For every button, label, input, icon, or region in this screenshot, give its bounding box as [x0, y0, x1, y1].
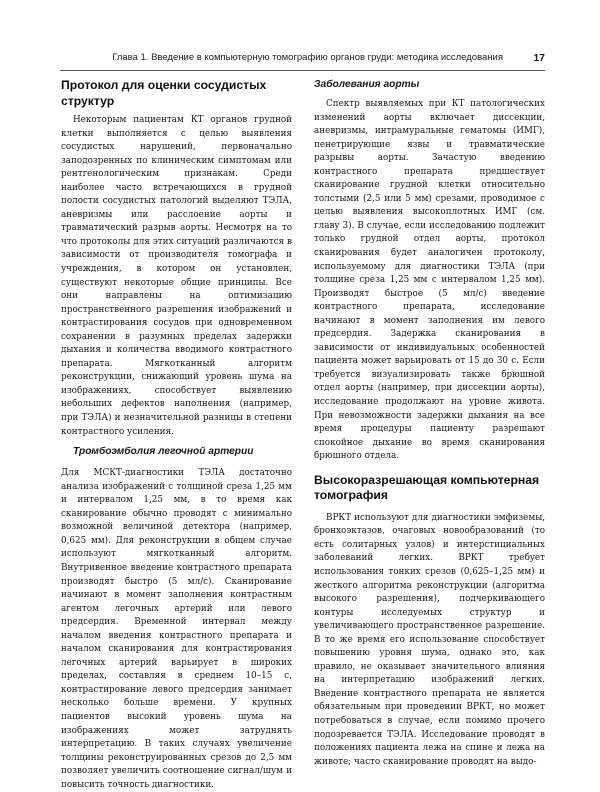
paragraph-pe: Для МСКТ-диагностики ТЭЛА достаточно анализа изображений с толщиной среза 1,25 мм и интервалом 1,25 мм, в то время как сканирование обычно проводят с минимально возможной величиной детектора (например, 0,625 мм). Для реконструкции в общем случае используют мягкотканный алгоритм. Внутривенное введение контрастного препарата производят быстро (5 мл/с). Сканирование начинают в момент заполнения контрастным агентом легочных артерий или левого предсердия. Временной интервал между началом введения контрастного препарата и началом сканирования для контрастирования легочных артерий варьирует в широких пределах, составляя в среднем 10–15 с, контрастирование левого предсердия занимает несколько больше времени. У крупных пациентов высокий уровень шума на изображениях может затруднять интерпретацию. В таких случаях увеличение толщины реконструированных срезов до 2,5 мм позволяет увеличить соотношение сигнал/шум и повысить точность диагностики.: [61, 468, 292, 790]
paragraph-hrct: ВРКТ используют для диагностики эмфиземы, бронхоэктазов, очаговых новообразований (то есть солитарных узлов) и интерстициальных заболеваний легких. ВРКТ требует использования тонких срезов (0,625–1,25 мм) и жесткого алгоритма реконструкции (алгоритма высокого разрешения), подчеркивающего контуры исследуемых структур и увеличивающего пространственное разрешение. В то же время его использование способствует повышению уровня шума, однако это, как правило, не оказывает значительного влияния на интерпретацию изображений легких. Введение контрастного препарата не является обязательным при проведении ВРКТ, но может потребоваться в случае, если помимо прочего подозревается ТЭЛА. Исследование проводят в положениях пациента лежа на спине и лежа на животе; часто сканирование проводят на выдо-: [314, 512, 545, 767]
right-column: [314, 72, 545, 769]
paragraph-aorta: Спектр выявляемых при КТ патологических изменений аорты включает диссекции, аневризмы, интрамуральные гематомы (ИМГ), пенетрирующие язвы и травматические разрывы аорты. Зачастую введению контрастного препарата предшествует сканирование грудной клетки относительно толстыми (2,5 или 5 мм) срезами, проводимое с целью выявления высокоплотных ИМГ (см. главу 3). В случае, если исследованию подлежит только грудной отдел аорты, протокол сканирования будет аналогичен протоколу, используемому для диагностики ТЭЛА (при толщине среза 1,25 мм с интервалом 1,25 мм). Производят быстрое (5 мл/с) введение контрастного препарата, исследование начинают в момент заполнения им левого предсердия. Задержка сканирования в зависимости от индивидуальных особенностей пациента может варьировать от 15 до 30 с. Если требуется визуализировать также брюшной отдел аорты (например, при диссекции аорты), исследование продолжают на уровне живота. При невозможности задержки дыхания на все время процедуры пациенту разрешают спокойное дыхание во время сканирования брюшного отдела.: [314, 99, 545, 462]
subheading-pe: Тромбоэмболия легочной артерии: [73, 446, 254, 458]
left-column: [61, 72, 292, 792]
paragraph-vascular-intro: Некоторым пациентам КТ органов грудной клетки выполняется с целью выявления сосудистых нарушений, первоначально заподозренных по клиническим симптомам или рентгенологическим признакам. Среди наиболее часто встречающихся в грудной полости сосудистых патологий выделяют ТЭЛА, аневризмы или расслоение аорты и травматический разрыв аорты. Несмотря на то что протоколы для этих ситуаций различаются в зависимости от производителя томографа и учреждения, в котором он установлен, существуют некоторые общие принципы. Все они направлены на оптимизацию пространственного разрешения изображений и контрастирования сосудов при одновременном сохранении в разумных пределах задержки дыхания и количества вводимого контрастного препарата. Мягкотканный алгоритм реконструкции, снижающий уровень шума на изображениях, способствует выявлению небольших дефектов наполнения (например, при ТЭЛА) и незначительной разницы в степени контрастного усиления.: [61, 115, 292, 437]
page-number: 17: [533, 52, 545, 64]
section-heading-vascular: Протокол для оценки сосудистых структур: [61, 78, 267, 108]
running-header: [60, 50, 545, 66]
subheading-aorta: Заболевания аорты: [314, 79, 420, 90]
header-rule: [60, 70, 545, 71]
running-title: Глава 1. Введение в компьютерную томографию органов груди: методика исследования: [112, 52, 503, 63]
section-heading-hrct: Высокоразрешающая компьютерная томография: [314, 472, 540, 503]
